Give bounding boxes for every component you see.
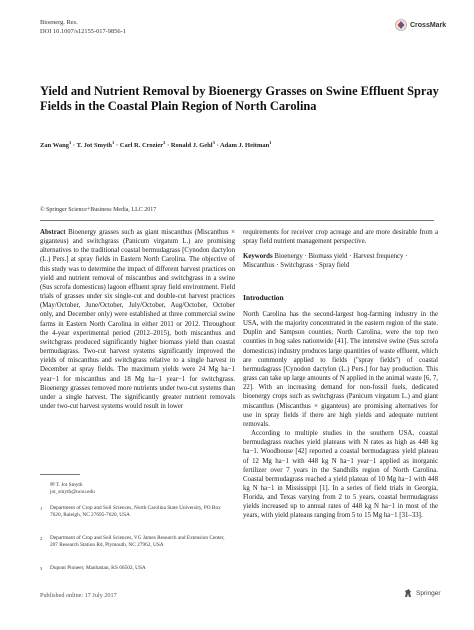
springer-horse-icon [403, 588, 413, 598]
keywords [243, 252, 438, 270]
published-date: Published online: 17 July 2017 [40, 592, 117, 599]
journal-name: Bioenerg. Res. [40, 19, 78, 26]
keywords-label: Keywords [243, 253, 273, 260]
corresponding-author [40, 482, 230, 496]
copyright-line: © Springer Science+Business Media, LLC 2017 [40, 207, 157, 213]
introduction-body [243, 310, 438, 521]
crossmark-label: CrossMark [410, 21, 447, 29]
abstract-continued: requirements for receiver crop acreage and are more desirable from a spray field nutrient management perspective. [243, 229, 438, 246]
affiliation-1: 1 Department of Crop and Soil Sciences, North Carolina State University, PO Box 7620, Raleigh, NC 27695-7620, USA [40, 505, 221, 518]
springer-logo[interactable] [403, 588, 441, 598]
correspondence-email[interactable]: jot_smyth@ncsu.edu [50, 489, 95, 495]
author[interactable]: Ronald J. Gehl$^3$ [170, 140, 215, 150]
footnote-divider [40, 474, 80, 475]
affiliation-2: 2 Department of Crop and Soil Sciences, VG James Research and Extension Center, 207 Research Station Rd, Plymouth, NC 27962, USA [40, 535, 225, 548]
doi[interactable]: DOI 10.1007/s12155-017-9856-1 [40, 27, 126, 35]
envelope-icon: ✉ [50, 482, 56, 488]
intro-paragraph-2: According to multiple studies in the southern USA, coastal bermudagrass reaches yield plateaus with N rates as high as 448 kg ha−1. Woodhouse [42] reported a coastal bermudagrass yield plateau of 12 Mg ha−1 with 448 kg N ha−1 year−1 applied as inorganic fertilizer over 7 years in the Sandhills region of North Carolina. Coastal bermudagrass reached a yield plateau of 10 Mg ha−1 with 448 kg N ha−1 in Mississippi [1]. In a series of field trials in Georgia, Florida, and Texas varying from 2 to 5 years, coastal bermudagrass yields increased up to annual rates of 448 kg N ha−1 in most of the years, with yield plateaus ranging from 5 to 15 Mg ha−1 [31–33]. [243, 430, 438, 520]
running-header [40, 19, 126, 36]
crossmark-badge[interactable] [395, 19, 446, 31]
author[interactable]: T. Jot Smyth$^1$ [76, 140, 115, 150]
author-list: Zan Wang$^1$ · T. Jot Smyth$^1$ · Carl R. Crozier$^2$ · Ronald J. Gehl$^3$ · Adam J. Heitman$^1$ [40, 140, 272, 150]
crossmark-icon [395, 19, 407, 31]
intro-paragraph-1: North Carolina has the second-largest hog-farming industry in the USA, with the majority concentrated in the eastern region of the state. Duplin and Sampson counties, North Carolina, were the top two counties in hog sales nationwide [41]. The intensive swine (Sus scrofa domesticus) industry produces large quantities of waste effluent, which are commonly applied to fields ("spray fields") of coastal bermudagrass [Cynodon dactylon (L.) Pers.] for hay production. This grass can take up large amounts of N applied in the animal waste [6, 7, 22]. With an increasing demand for non-fossil fuels, dedicated bioenergy crops such as switchgrass (Panicum virgatum L.) and giant miscanthus (Miscanthus × giganteus) are promising alternatives for use in spray fields if there are high yields and adequate nutrient removals. [243, 311, 438, 428]
abstract-label: Abstract [40, 229, 66, 236]
author[interactable]: Adam J. Heitman$^1$ [219, 140, 272, 150]
author[interactable]: Carl R. Crozier$^2$ [119, 140, 166, 150]
keywords-list: Bioenergy · Biomass yield · Harvest frequency · Miscanthus · Switchgrass · Spray field [243, 253, 408, 270]
article-title: Yield and Nutrient Removal by Bioenergy Grasses on Swine Effluent Spray Fields in the Coastal Plain Region of North Carolina [40, 84, 439, 113]
abstract-text: Bioenergy grasses such as giant miscanthus (Miscanthus × giganteus) and switchgrass (Panicum virgatum L.) are promising alternatives to the traditional coastal bermudagrass [Cynodon dactylon (L.) Pers.] at spray fields in Eastern North Carolina. The objective of this study was to determine the impact of different harvest practices on yield and nutrient removal of miscanthus and switchgrass in a swine (Sus scrofa domesticus) lagoon effluent spray field environment. Field trials of grasses under six single-cut and double-cut harvest practices (May/October, June/October, July/October, Aug/October, October only, and December only) were established at three commercial swine farms in Eastern North Carolina in either 2011 or 2012. Throughout the 4-year experimental period (2012–2015), both miscanthus and switchgrass produced significantly higher biomass yield than coastal bermudagrass. Two-cut harvest systems significantly improved the yields of miscanthus and switchgrass relative to a single harvest in December at spray fields. The maximum yields were 24 Mg ha−1 year−1 for miscanthus and 18 Mg ha−1 year−1 for switchgrass. Bioenergy grasses removed more nutrients under two-cut systems than under a single harvest. The significantly greater nutrient removals under two-cut harvest systems would result in lower [40, 229, 235, 410]
correspondence-name: T. Jot Smyth [55, 482, 83, 488]
affiliation-3: 3 Dupont Pioneer, Manhattan, KS 66502, USA [40, 565, 146, 571]
section-divider [40, 220, 434, 221]
abstract [40, 228, 235, 411]
springer-label: Springer [416, 589, 441, 597]
author[interactable]: Zan Wang$^1$ [40, 140, 72, 150]
introduction-heading: Introduction [243, 293, 284, 302]
